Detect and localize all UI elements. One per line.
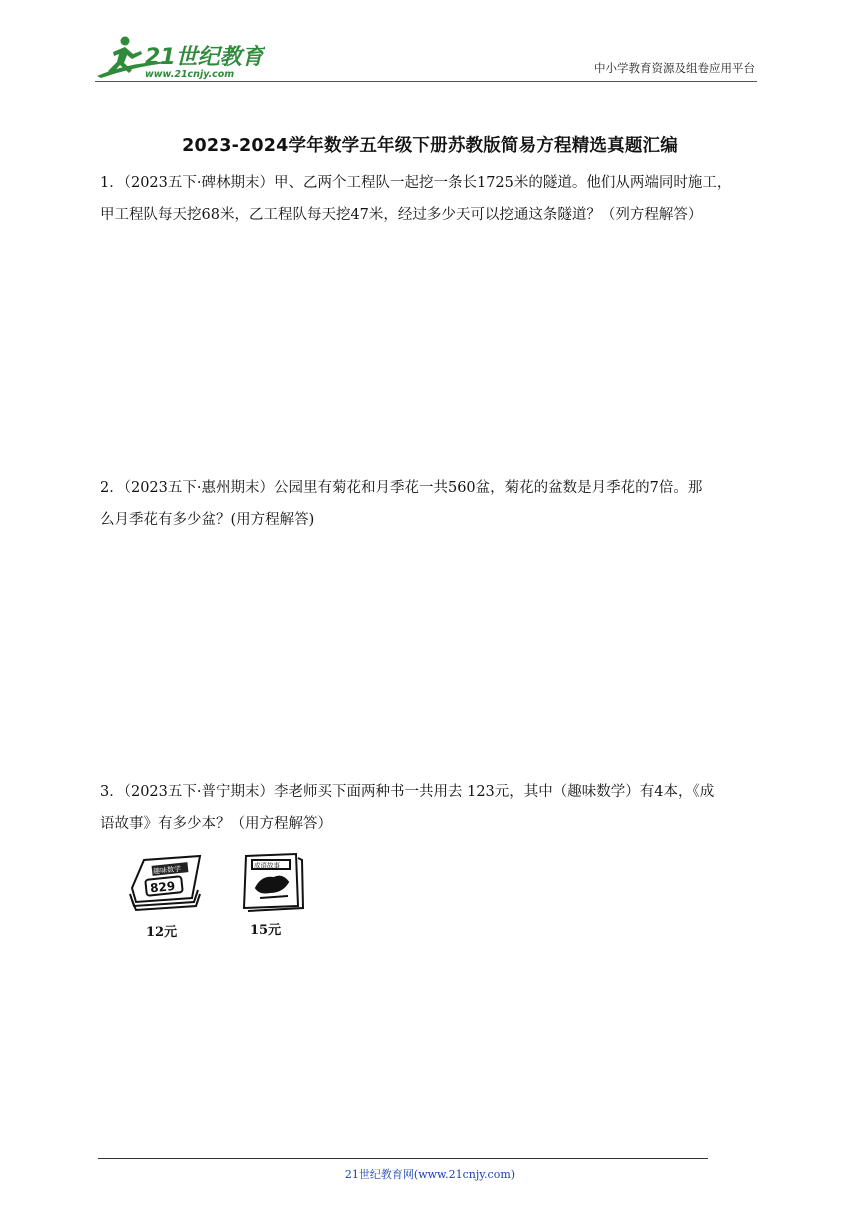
page-title: 2023-2024学年数学五年级下册苏教版简易方程精选真题汇编: [182, 136, 678, 156]
question-2: [100, 472, 764, 536]
logo: [95, 32, 265, 80]
question-1-line-2: 甲工程队每天挖68米，乙工程队每天挖47米，经过多少天可以挖通这条隧道？（列方程解答）: [100, 207, 703, 223]
page-header: [95, 30, 757, 82]
footer-text: 21世纪教育网(www.21cnjy.com): [344, 1168, 516, 1181]
header-divider: [95, 81, 757, 82]
book-illustration: [122, 848, 322, 944]
math-book-number: 829: [149, 878, 176, 896]
math-book-image: [130, 856, 200, 910]
math-book-price: 12元: [146, 925, 178, 940]
question-1-line-1: 1．（2023五下·碑林期末）甲、乙两个工程队一起挖一条长1725米的隧道。他们从两端同时施工，: [100, 175, 732, 191]
question-2-line-1: 2．（2023五下·惠州期末）公园里有菊花和月季花一共560盆，菊花的盆数是月季花的7倍。那: [100, 480, 703, 496]
logo-text: 21世纪教育: [145, 45, 264, 70]
question-3-line-2: 语故事》有多少本？（用方程解答）: [100, 816, 332, 832]
question-1: [100, 167, 764, 231]
idiom-book-price: 15元: [250, 923, 282, 938]
idiom-book-cover-text: 成语故事: [254, 861, 280, 870]
math-book-cover-text: 趣味数学: [152, 864, 182, 876]
idiom-book-image: [244, 854, 303, 911]
platform-name: 中小学教育资源及组卷应用平台: [594, 61, 755, 75]
question-3: [100, 776, 764, 840]
logo-url: www.21cnjy.com: [145, 69, 235, 80]
question-2-line-2: 么月季花有多少盆？(用方程解答): [100, 512, 315, 528]
footer-divider: [98, 1158, 708, 1159]
question-3-line-1: 3．（2023五下·普宁期末）李老师买下面两种书一共用去 123元，其中（趣味数学）有4本，《成: [100, 784, 715, 800]
